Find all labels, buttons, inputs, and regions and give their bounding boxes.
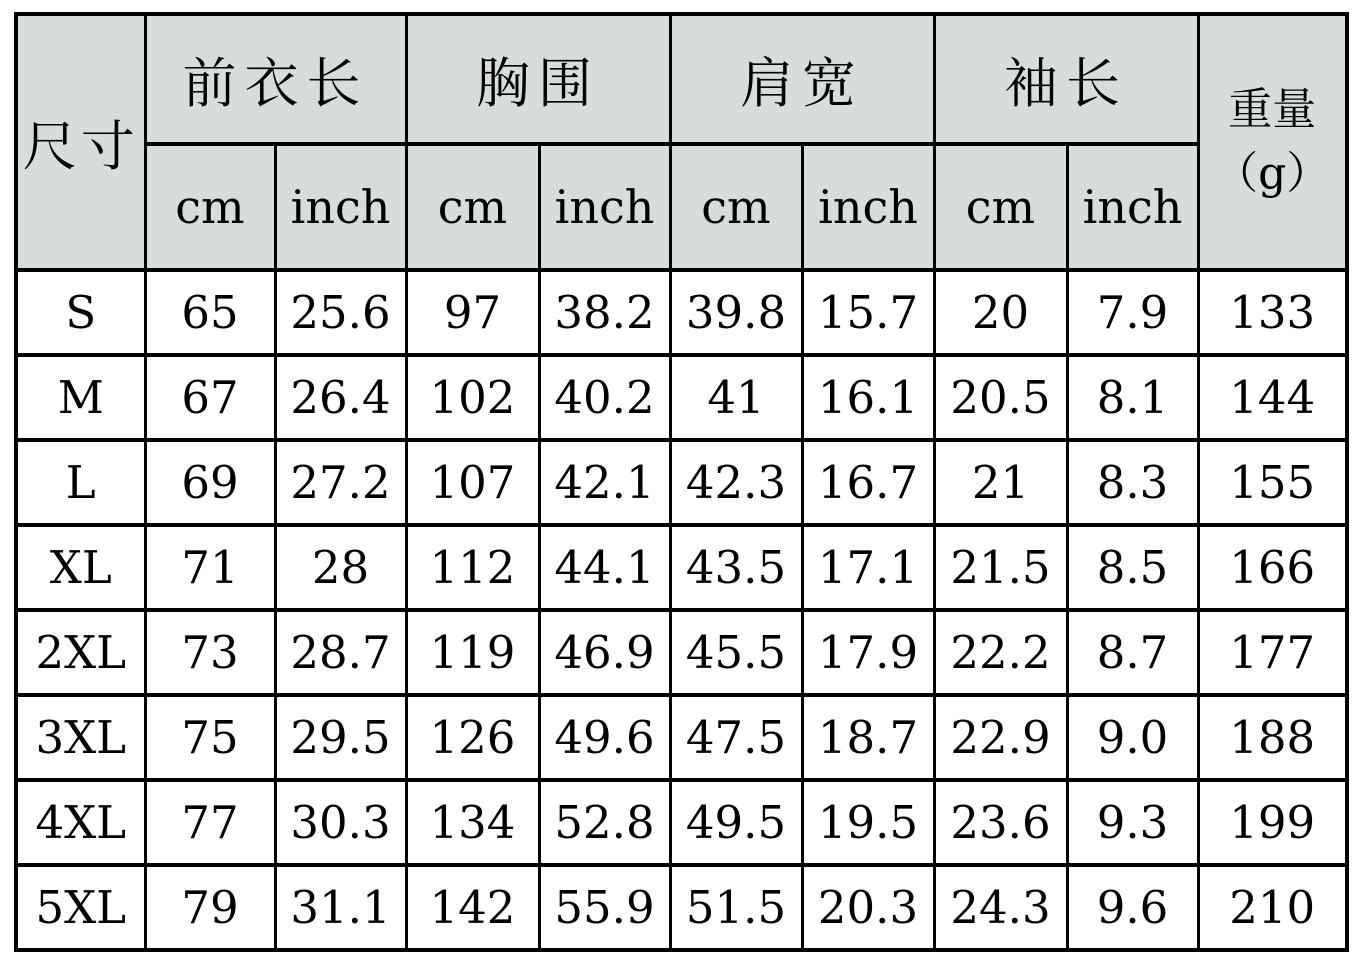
cell-sleeve-inch: 9.3 xyxy=(1067,780,1198,865)
cell-size: 5XL xyxy=(16,865,145,950)
cell-front-length-cm: 71 xyxy=(145,525,275,610)
cell-weight: 210 xyxy=(1198,865,1347,950)
cell-size: L xyxy=(16,440,145,525)
cell-chest-inch: 49.6 xyxy=(539,695,670,780)
cell-size: 4XL xyxy=(16,780,145,865)
cell-sleeve-cm: 23.6 xyxy=(934,780,1067,865)
cell-front-length-cm: 65 xyxy=(145,270,275,355)
cell-chest-cm: 102 xyxy=(406,355,539,440)
unit-inch-sleeve: inch xyxy=(1067,144,1198,270)
cell-front-length-cm: 73 xyxy=(145,610,275,695)
header-row-groups xyxy=(16,14,1347,144)
table-row xyxy=(16,355,1347,440)
cell-shoulder-cm: 42.3 xyxy=(670,440,802,525)
cell-weight: 133 xyxy=(1198,270,1347,355)
cell-chest-inch: 55.9 xyxy=(539,865,670,950)
cell-weight: 177 xyxy=(1198,610,1347,695)
cell-shoulder-inch: 16.7 xyxy=(802,440,934,525)
cell-shoulder-cm: 41 xyxy=(670,355,802,440)
cell-shoulder-inch: 17.9 xyxy=(802,610,934,695)
cell-front-length-inch: 31.1 xyxy=(275,865,406,950)
cell-shoulder-cm: 45.5 xyxy=(670,610,802,695)
cell-front-length-inch: 28 xyxy=(275,525,406,610)
cell-weight: 166 xyxy=(1198,525,1347,610)
cell-chest-cm: 97 xyxy=(406,270,539,355)
cell-front-length-cm: 69 xyxy=(145,440,275,525)
cell-shoulder-inch: 15.7 xyxy=(802,270,934,355)
group-header-front-length: 前衣长 xyxy=(145,14,406,144)
cell-front-length-inch: 27.2 xyxy=(275,440,406,525)
cell-sleeve-cm: 24.3 xyxy=(934,865,1067,950)
cell-sleeve-cm: 21 xyxy=(934,440,1067,525)
cell-front-length-inch: 26.4 xyxy=(275,355,406,440)
cell-chest-cm: 142 xyxy=(406,865,539,950)
table-row xyxy=(16,780,1347,865)
table-row xyxy=(16,865,1347,950)
corner-header-size: 尺寸 xyxy=(16,14,145,270)
cell-chest-cm: 112 xyxy=(406,525,539,610)
cell-chest-inch: 52.8 xyxy=(539,780,670,865)
cell-weight: 155 xyxy=(1198,440,1347,525)
table-row xyxy=(16,440,1347,525)
weight-header-label: 重量 xyxy=(1228,84,1317,136)
cell-shoulder-cm: 49.5 xyxy=(670,780,802,865)
cell-size: M xyxy=(16,355,145,440)
cell-chest-cm: 107 xyxy=(406,440,539,525)
cell-sleeve-inch: 7.9 xyxy=(1067,270,1198,355)
cell-sleeve-inch: 8.1 xyxy=(1067,355,1198,440)
unit-cm-front-length: cm xyxy=(145,144,275,270)
cell-shoulder-cm: 51.5 xyxy=(670,865,802,950)
cell-front-length-inch: 29.5 xyxy=(275,695,406,780)
cell-sleeve-cm: 20 xyxy=(934,270,1067,355)
group-header-chest: 胸围 xyxy=(406,14,670,144)
cell-weight: 199 xyxy=(1198,780,1347,865)
cell-front-length-cm: 67 xyxy=(145,355,275,440)
cell-weight: 188 xyxy=(1198,695,1347,780)
unit-inch-front-length: inch xyxy=(275,144,406,270)
cell-sleeve-cm: 22.9 xyxy=(934,695,1067,780)
cell-shoulder-inch: 20.3 xyxy=(802,865,934,950)
cell-size: 3XL xyxy=(16,695,145,780)
cell-front-length-inch: 25.6 xyxy=(275,270,406,355)
cell-sleeve-inch: 8.3 xyxy=(1067,440,1198,525)
cell-sleeve-inch: 9.0 xyxy=(1067,695,1198,780)
table-row xyxy=(16,695,1347,780)
size-chart-sheet xyxy=(14,12,1349,952)
unit-cm-shoulder: cm xyxy=(670,144,802,270)
unit-cm-sleeve: cm xyxy=(934,144,1067,270)
group-header-sleeve: 袖长 xyxy=(934,14,1198,144)
cell-sleeve-inch: 8.7 xyxy=(1067,610,1198,695)
cell-front-length-cm: 77 xyxy=(145,780,275,865)
cell-chest-inch: 38.2 xyxy=(539,270,670,355)
unit-inch-shoulder: inch xyxy=(802,144,934,270)
cell-shoulder-cm: 43.5 xyxy=(670,525,802,610)
group-header-shoulder: 肩宽 xyxy=(670,14,934,144)
cell-size: 2XL xyxy=(16,610,145,695)
cell-shoulder-inch: 17.1 xyxy=(802,525,934,610)
cell-chest-cm: 126 xyxy=(406,695,539,780)
cell-front-length-cm: 75 xyxy=(145,695,275,780)
cell-sleeve-inch: 8.5 xyxy=(1067,525,1198,610)
cell-shoulder-inch: 16.1 xyxy=(802,355,934,440)
header-row-units xyxy=(16,144,1347,270)
cell-shoulder-inch: 18.7 xyxy=(802,695,934,780)
unit-inch-chest: inch xyxy=(539,144,670,270)
table-row xyxy=(16,610,1347,695)
cell-size: S xyxy=(16,270,145,355)
cell-front-length-inch: 28.7 xyxy=(275,610,406,695)
cell-chest-cm: 134 xyxy=(406,780,539,865)
size-chart-table xyxy=(14,12,1349,952)
cell-size: XL xyxy=(16,525,145,610)
cell-sleeve-inch: 9.6 xyxy=(1067,865,1198,950)
cell-shoulder-inch: 19.5 xyxy=(802,780,934,865)
table-row xyxy=(16,270,1347,355)
cell-sleeve-cm: 21.5 xyxy=(934,525,1067,610)
cell-sleeve-cm: 22.2 xyxy=(934,610,1067,695)
cell-chest-inch: 40.2 xyxy=(539,355,670,440)
cell-chest-inch: 42.1 xyxy=(539,440,670,525)
unit-cm-chest: cm xyxy=(406,144,539,270)
cell-front-length-cm: 79 xyxy=(145,865,275,950)
cell-shoulder-cm: 39.8 xyxy=(670,270,802,355)
weight-header xyxy=(1198,14,1347,270)
cell-sleeve-cm: 20.5 xyxy=(934,355,1067,440)
cell-chest-cm: 119 xyxy=(406,610,539,695)
cell-chest-inch: 44.1 xyxy=(539,525,670,610)
table-row xyxy=(16,525,1347,610)
cell-chest-inch: 46.9 xyxy=(539,610,670,695)
cell-shoulder-cm: 47.5 xyxy=(670,695,802,780)
cell-weight: 144 xyxy=(1198,355,1347,440)
weight-header-unit: （g） xyxy=(1214,148,1331,199)
cell-front-length-inch: 30.3 xyxy=(275,780,406,865)
